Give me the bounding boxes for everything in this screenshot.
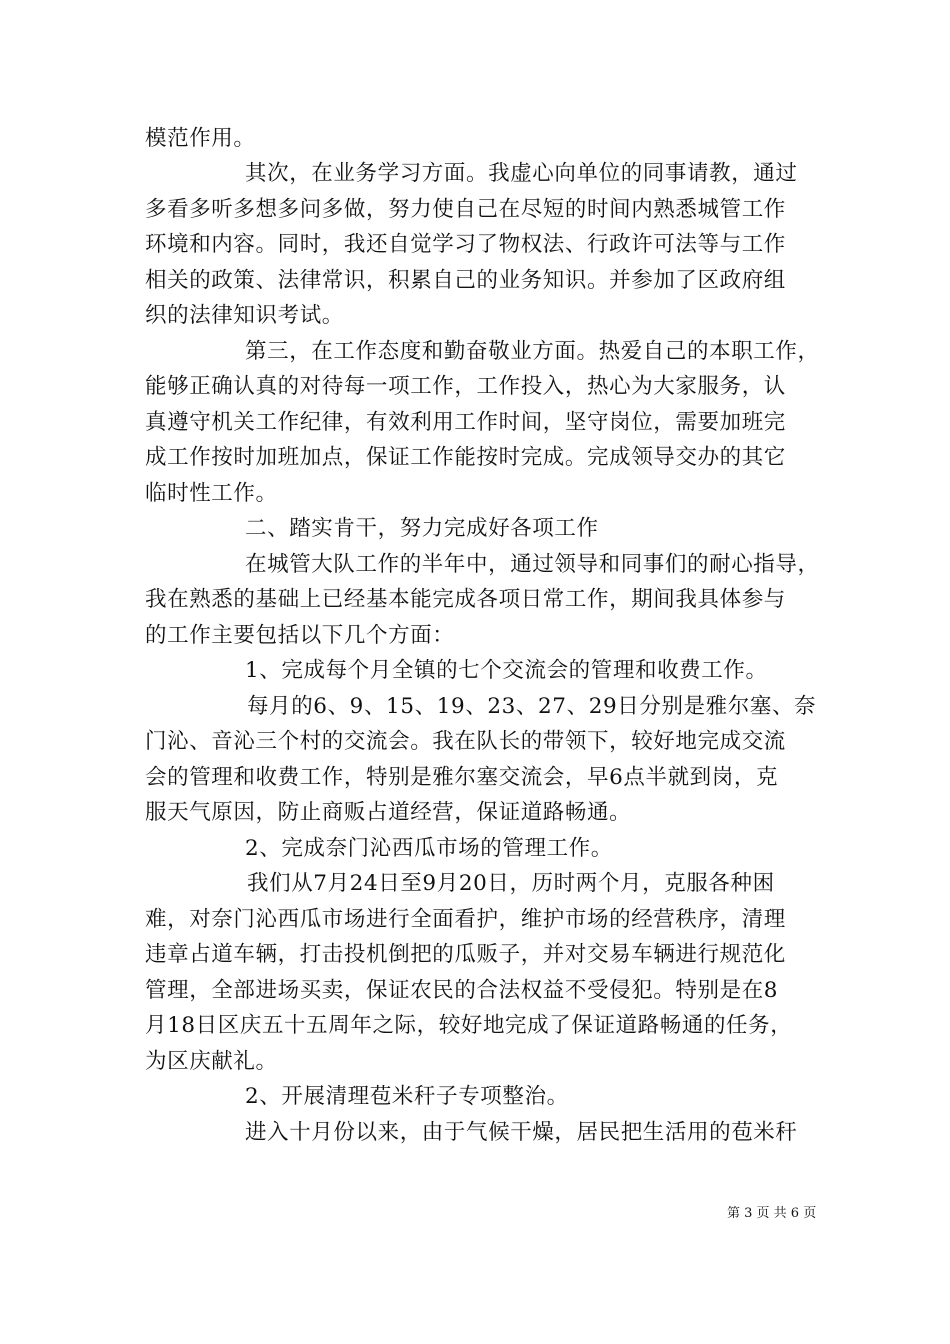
text-line: 每月的6、9、15、19、23、27、29日分别是雅尔塞、奈 [247,694,817,719]
text-line: 门沁、音沁三个村的交流会。我在队长的带领下，较好地完成交流 [145,729,786,754]
text-line: 临时性工作。 [145,481,278,506]
text-line: 的工作主要包括以下几个方面： [145,623,455,648]
text-line: 能够正确认真的对待每一项工作，工作投入，热心为大家服务，认 [145,374,786,399]
text-line: 进入十月份以来，由于气候干燥，居民把生活用的苞米秆 [245,1120,798,1145]
text-line: 真遵守机关工作纪律，有效利用工作时间，坚守岗位，需要加班完 [145,410,786,435]
text-line: 服天气原因，防止商贩占道经营，保证道路畅通。 [145,800,632,825]
subsection-heading: 1、完成每个月全镇的七个交流会的管理和收费工作。 [245,658,768,683]
subsection-heading: 2、完成奈门沁西瓜市场的管理工作。 [245,836,613,861]
text-line: 织的法律知识考试。 [145,303,344,328]
text-line: 会的管理和收费工作，特别是雅尔塞交流会，早6点半就到岗，克 [145,765,779,790]
text-line: 多看多听多想多问多做，努力使自己在尽短的时间内熟悉城管工作 [145,197,786,222]
text-line: 在城管大队工作的半年中，通过领导和同事们的耐心指导， [245,552,820,577]
text-line: 管理，全部进场买卖，保证农民的合法权益不受侵犯。特别是在8 [145,978,779,1003]
page-number: 第 3 页 共 6 页 [727,1206,817,1221]
text-line: 难，对奈门沁西瓜市场进行全面看护，维护市场的经营秩序，清理 [145,907,786,932]
subsection-heading: 2、开展清理苞米秆子专项整治。 [245,1084,569,1109]
text-line: 成工作按时加班加点，保证工作能按时完成。完成领导交办的其它 [145,445,786,470]
text-line: 第三，在工作态度和勤奋敬业方面。热爱自己的本职工作， [245,339,820,364]
text-line: 相关的政策、法律常识，积累自己的业务知识。并参加了区政府组 [145,268,786,293]
text-line: 月18日区庆五十五周年之际，较好地完成了保证道路畅通的任务， [145,1013,793,1038]
text-line: 环境和内容。同时，我还自觉学习了物权法、行政许可法等与工作 [145,232,786,257]
section-heading: 二、踏实肯干，努力完成好各项工作 [245,516,599,541]
text-line: 其次，在业务学习方面。我虚心向单位的同事请教，通过 [245,161,798,186]
text-line: 我们从7月24日至9月20日，历时两个月，克服各种困 [247,871,775,896]
text-line: 我在熟悉的基础上已经基本能完成各项日常工作，期间我具体参与 [145,587,786,612]
text-line: 模范作用。 [145,126,256,151]
text-line: 为区庆献礼。 [145,1049,278,1074]
text-line: 违章占道车辆，打击投机倒把的瓜贩子，并对交易车辆进行规范化 [145,942,786,967]
